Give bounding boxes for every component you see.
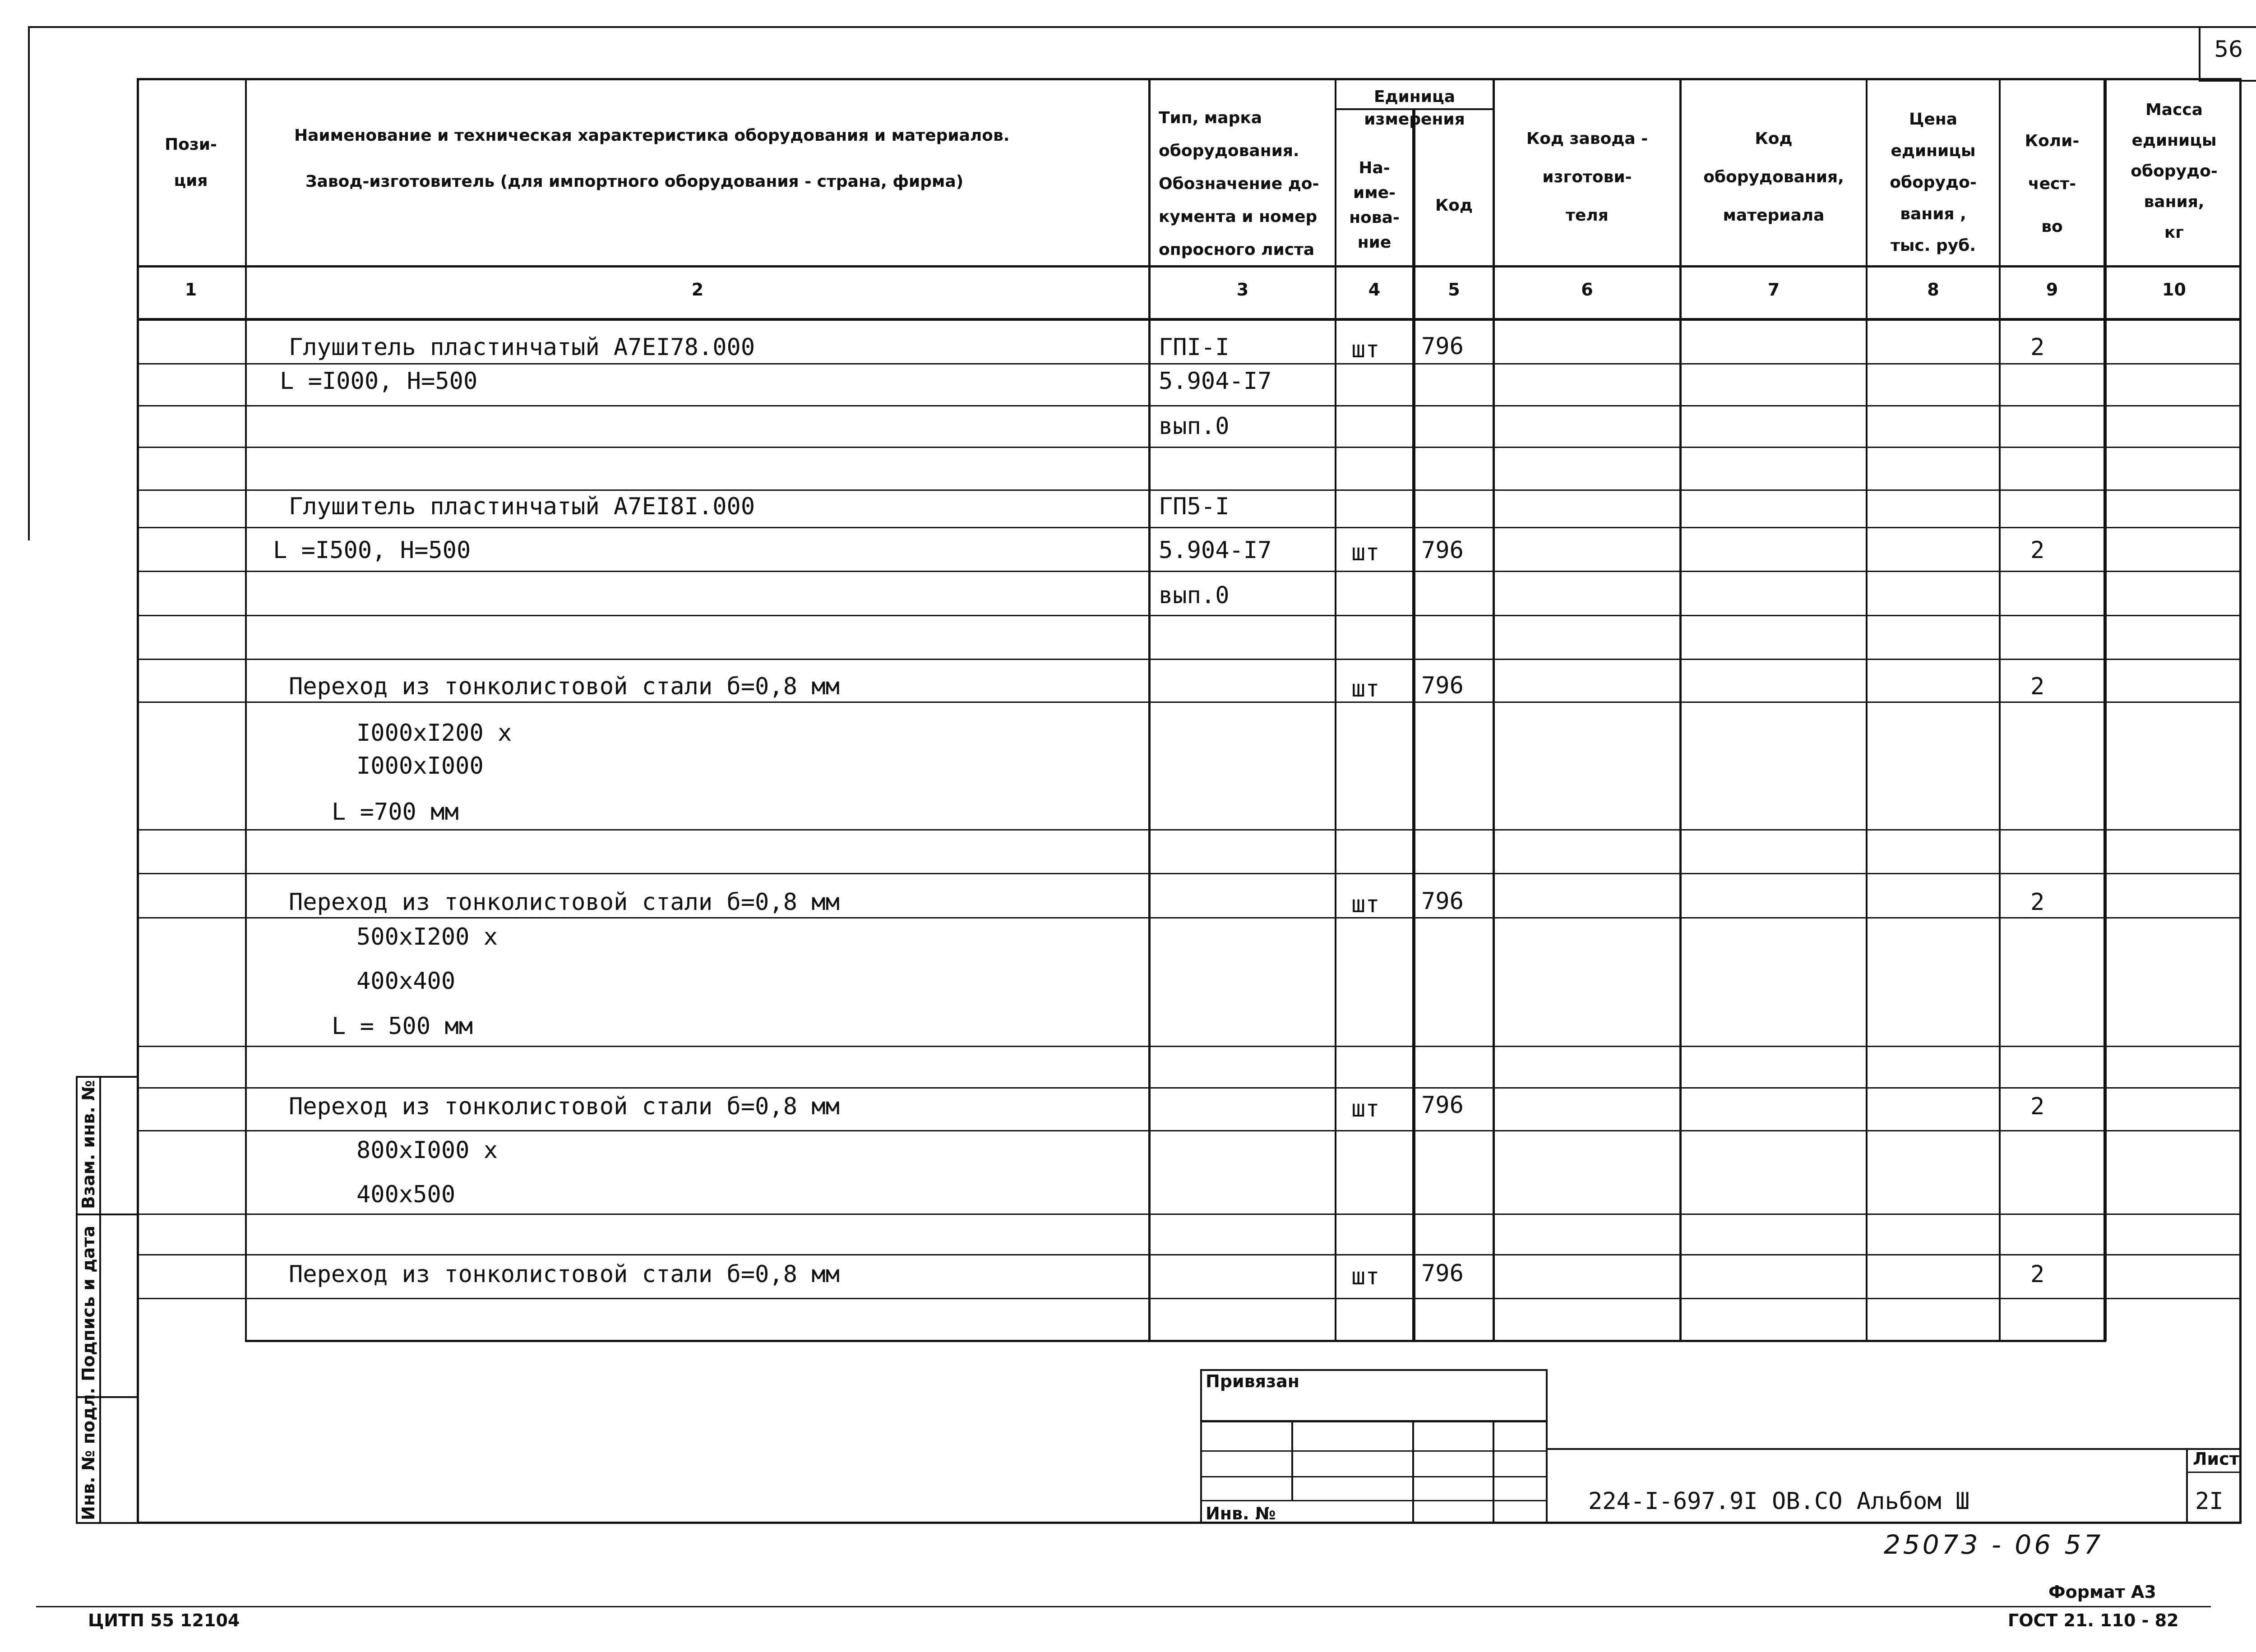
col-divider-9 bbox=[2103, 78, 2107, 1341]
stamp-podpis-data: Подпись и дата bbox=[79, 1225, 98, 1381]
header-col3 bbox=[1151, 102, 1335, 266]
header-col3-line5: опросного листа bbox=[1159, 240, 1315, 259]
item-name: L =I000, H=500 bbox=[280, 368, 478, 395]
row-line bbox=[137, 1130, 2242, 1131]
item-qty: 2 bbox=[2030, 889, 2045, 916]
privyazan-col-3 bbox=[1493, 1420, 1494, 1524]
row-line bbox=[137, 1254, 2242, 1255]
header-col9-line3: во bbox=[2041, 217, 2063, 236]
header-col7-line2: оборудования, bbox=[1703, 168, 1844, 186]
header-col7 bbox=[1682, 120, 1866, 235]
designation: 224-I-697.9I ОВ.СО Альбом Ш bbox=[1588, 1488, 1970, 1515]
header-col3-line4: кумента и номер bbox=[1159, 208, 1318, 226]
item-code: 796 bbox=[1421, 672, 1464, 699]
list-label: Лист bbox=[2193, 1449, 2239, 1469]
row-line bbox=[137, 829, 2242, 831]
item-unit: шт bbox=[1351, 675, 1380, 702]
header-col10-line1: Масса bbox=[2145, 101, 2203, 119]
privyazan-label: Привязан bbox=[1206, 1371, 1300, 1391]
colnum-3: 3 bbox=[1236, 280, 1249, 300]
col-divider-5 bbox=[1493, 78, 1495, 1341]
list-box-divider bbox=[2186, 1472, 2242, 1473]
colnum-6: 6 bbox=[1581, 280, 1593, 300]
header-col9-line2: чест- bbox=[2028, 175, 2076, 193]
privyazan-line-3 bbox=[1200, 1476, 1548, 1477]
colnum-2: 2 bbox=[691, 280, 704, 300]
row-line bbox=[137, 527, 2242, 528]
item-name: 800xI000 x bbox=[356, 1137, 498, 1164]
inv-no-label: Инв. № bbox=[1206, 1504, 1276, 1523]
colnum-5: 5 bbox=[1448, 280, 1460, 300]
item-unit: шт bbox=[1351, 1263, 1380, 1290]
header-col2-line2: Завод-изготовитель (для импортного оборудования - страна, фирма) bbox=[305, 172, 964, 191]
header-col8-line1: Цена bbox=[1909, 110, 1957, 129]
header-col6-line2: изготови- bbox=[1542, 168, 1632, 186]
col-divider-1 bbox=[245, 78, 247, 1341]
colnum-4: 4 bbox=[1368, 280, 1381, 300]
header-col10 bbox=[2107, 95, 2242, 248]
item-qty: 2 bbox=[2030, 334, 2045, 361]
item-name: I000xI000 bbox=[356, 752, 484, 780]
list-box-left bbox=[2186, 1448, 2188, 1524]
item-name: 500xI200 x bbox=[356, 923, 498, 951]
table-body-bottom-line bbox=[245, 1340, 2106, 1342]
header-col10-line5: кг bbox=[2164, 223, 2184, 242]
item-code: 796 bbox=[1421, 537, 1464, 564]
row-line bbox=[137, 701, 2242, 703]
number-row-bottom-line bbox=[137, 318, 2242, 321]
header-unit-group bbox=[1336, 86, 1493, 131]
header-col8-line5: тыс. руб. bbox=[1890, 236, 1976, 255]
item-unit: шт bbox=[1351, 539, 1380, 566]
item-name: 400x400 bbox=[356, 968, 456, 995]
row-line bbox=[137, 489, 2242, 491]
header-col1 bbox=[137, 131, 245, 195]
handwritten-number: 25073 - 06 57 bbox=[1884, 1529, 2103, 1560]
header-col1-line2: ция bbox=[174, 171, 208, 190]
format-label: Формат А3 bbox=[2048, 1582, 2156, 1602]
item-type: 5.904-I7 bbox=[1159, 368, 1272, 395]
row-line bbox=[137, 615, 2242, 616]
header-col8 bbox=[1868, 104, 1999, 262]
side-stamp-inner-line bbox=[99, 1076, 101, 1524]
header-unit-line2: измерения bbox=[1364, 110, 1465, 129]
col-divider-6 bbox=[1679, 78, 1682, 1341]
row-line bbox=[137, 363, 2242, 365]
col-divider-4 bbox=[1412, 108, 1415, 1341]
header-col4-line2: име- bbox=[1353, 184, 1396, 202]
item-name: L = 500 мм bbox=[332, 1013, 473, 1040]
colnum-10: 10 bbox=[2162, 280, 2186, 300]
header-col9-line1: Коли- bbox=[2025, 132, 2080, 150]
col-divider-8 bbox=[1999, 78, 2001, 1341]
item-unit: шт bbox=[1351, 1095, 1380, 1122]
header-unit-line1: Единица bbox=[1374, 88, 1455, 106]
header-col2 bbox=[247, 122, 1148, 196]
gost-label: ГОСТ 21. 110 - 82 bbox=[2008, 1610, 2179, 1630]
colnum-7: 7 bbox=[1767, 280, 1780, 300]
item-type: вып.0 bbox=[1159, 413, 1230, 440]
item-code: 796 bbox=[1421, 1092, 1464, 1119]
item-type: ГП5-I bbox=[1159, 493, 1230, 520]
item-qty: 2 bbox=[2030, 673, 2045, 700]
item-code: 796 bbox=[1421, 333, 1464, 360]
colnum-1: 1 bbox=[185, 280, 197, 300]
item-qty: 2 bbox=[2030, 537, 2045, 564]
privyazan-col-1 bbox=[1291, 1420, 1293, 1500]
item-name: Переход из тонколистовой стали б=0,8 мм bbox=[289, 1093, 840, 1120]
item-unit: шт bbox=[1351, 891, 1380, 918]
item-name: Переход из тонколистовой стали б=0,8 мм bbox=[289, 889, 840, 916]
header-col6 bbox=[1495, 120, 1679, 235]
colnum-8: 8 bbox=[1927, 280, 1939, 300]
header-col8-line4: вания , bbox=[1900, 205, 1966, 223]
header-col3-line3: Обозначение до- bbox=[1159, 175, 1319, 193]
header-col2-line1: Наименование и техническая характеристика оборудования и материалов. bbox=[294, 126, 1010, 145]
header-col10-line4: вания, bbox=[2144, 193, 2205, 211]
header-col4-line3: нова- bbox=[1349, 208, 1400, 227]
colnum-9: 9 bbox=[2046, 280, 2058, 300]
list-number: 2I bbox=[2195, 1488, 2224, 1515]
col-divider-3 bbox=[1335, 78, 1336, 1341]
item-unit: шт bbox=[1351, 336, 1380, 363]
corner-sheet-number: 56 bbox=[2214, 36, 2243, 62]
item-qty: 2 bbox=[2030, 1093, 2045, 1120]
item-code: 796 bbox=[1421, 888, 1464, 915]
side-stamp-divider-1 bbox=[76, 1214, 137, 1215]
header-col1-line1: Пози- bbox=[165, 135, 217, 154]
row-line bbox=[137, 1046, 2242, 1047]
item-name: Переход из тонколистовой стали б=0,8 мм bbox=[289, 1261, 840, 1288]
header-col6-line3: теля bbox=[1566, 206, 1609, 225]
header-col3-line1: Тип, марка bbox=[1159, 109, 1262, 127]
col-divider-7 bbox=[1866, 78, 1868, 1341]
header-col9 bbox=[2001, 120, 2103, 248]
row-line bbox=[137, 1298, 2242, 1299]
privyazan-line-2 bbox=[1200, 1450, 1548, 1452]
header-col4-line4: ние bbox=[1357, 233, 1392, 252]
item-type: ГПI-I bbox=[1159, 334, 1230, 361]
header-col8-line3: оборудо- bbox=[1890, 173, 1977, 192]
row-line bbox=[137, 1214, 2242, 1215]
header-col6-line1: Код завода - bbox=[1526, 129, 1648, 148]
bottom-rule bbox=[36, 1606, 2211, 1607]
row-line bbox=[137, 659, 2242, 660]
item-name: Глушитель пластинчатый А7ЕI8I.000 bbox=[289, 493, 755, 520]
header-col7-line3: материала bbox=[1723, 206, 1825, 225]
header-col5: Код bbox=[1435, 196, 1473, 215]
stamp-inv-podl: Инв. № подл. bbox=[79, 1387, 98, 1520]
header-col7-line1: Код bbox=[1755, 129, 1793, 148]
header-col8-line2: единицы bbox=[1891, 142, 1976, 160]
header-col4-line1: На- bbox=[1359, 159, 1390, 177]
item-name: L =I500, H=500 bbox=[273, 537, 471, 564]
privyazan-line-4 bbox=[1200, 1500, 1548, 1501]
item-name: 400x500 bbox=[356, 1181, 456, 1208]
item-code: 796 bbox=[1421, 1260, 1464, 1287]
stamp-vzam-inv: Взам. инв. № bbox=[79, 1080, 98, 1209]
privyazan-col-2 bbox=[1412, 1420, 1414, 1524]
privyazan-line-1 bbox=[1200, 1420, 1548, 1422]
item-qty: 2 bbox=[2030, 1261, 2045, 1288]
item-name: L =700 мм bbox=[332, 798, 459, 826]
row-line bbox=[137, 405, 2242, 406]
title-block-top-line bbox=[1548, 1448, 2242, 1450]
header-col10-line2: единицы bbox=[2131, 131, 2217, 150]
item-name: Переход из тонколистовой стали б=0,8 мм bbox=[289, 673, 840, 700]
item-name: I000xI200 x bbox=[356, 720, 512, 747]
row-line bbox=[137, 873, 2242, 874]
row-line bbox=[137, 1087, 2242, 1089]
citp-label: ЦИТП 55 12104 bbox=[88, 1610, 240, 1630]
item-type: вып.0 bbox=[1159, 582, 1230, 609]
item-type: 5.904-I7 bbox=[1159, 537, 1272, 564]
row-line bbox=[137, 917, 2242, 918]
row-line bbox=[137, 571, 2242, 572]
frame-top-line bbox=[28, 26, 2256, 28]
header-col3-line2: оборудования. bbox=[1159, 142, 1299, 160]
item-name: Глушитель пластинчатый А7ЕI78.000 bbox=[289, 334, 755, 361]
header-col4 bbox=[1336, 156, 1412, 255]
header-col10-line3: оборудо- bbox=[2131, 162, 2218, 180]
col-divider-2 bbox=[1148, 78, 1151, 1341]
frame-left-line bbox=[28, 26, 30, 540]
row-line bbox=[137, 447, 2242, 448]
